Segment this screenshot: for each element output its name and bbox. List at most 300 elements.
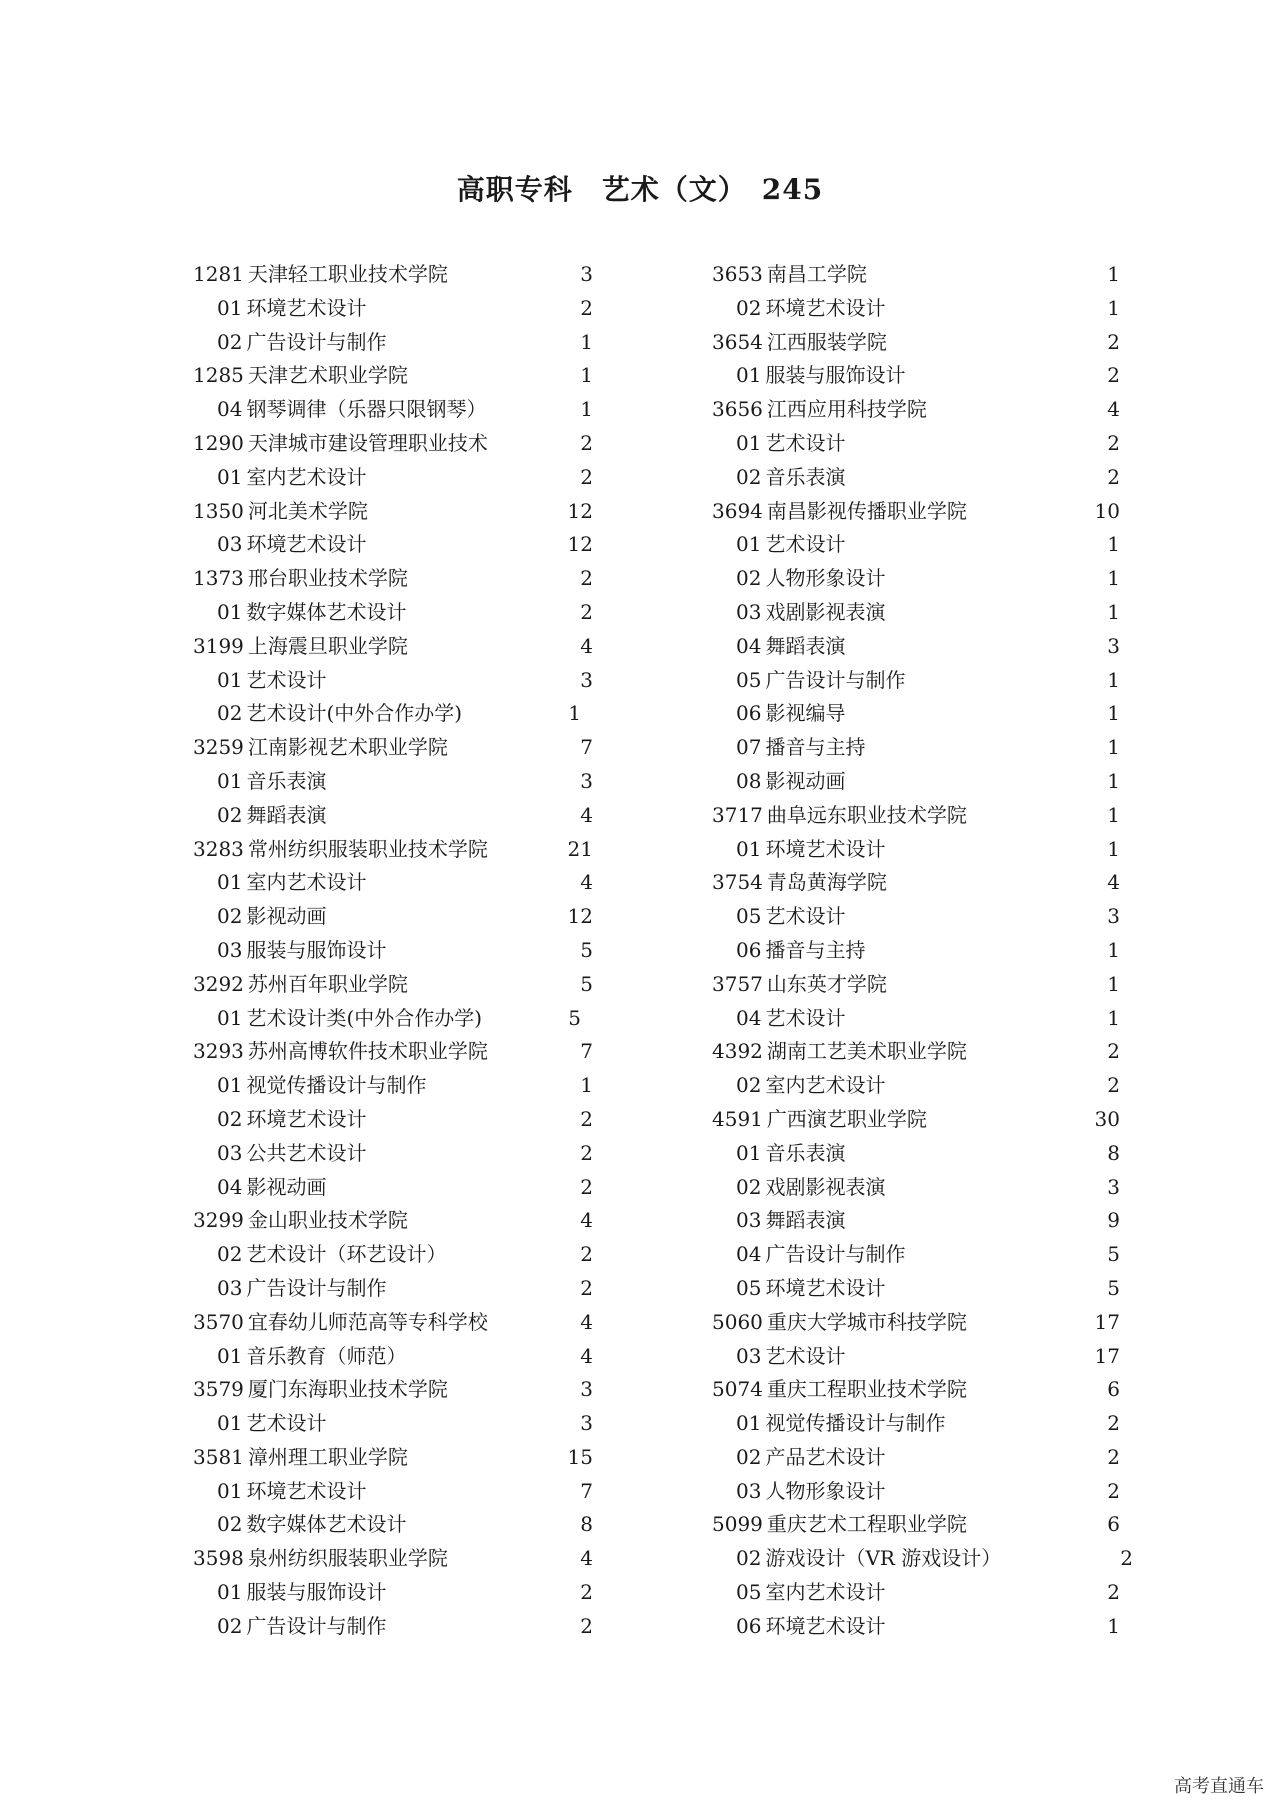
- major-row: [712, 630, 1120, 664]
- quota-count: 1: [1107, 262, 1120, 286]
- major-code: 03: [736, 599, 762, 624]
- school-name: 邢台职业技术学院: [247, 566, 408, 591]
- major-name: 服装与服饰设计: [765, 363, 906, 388]
- major-name: 产品艺术设计: [765, 1444, 886, 1469]
- school-row: [712, 968, 1120, 1002]
- quota-count: 2: [580, 599, 593, 624]
- school-name: 江西服装学院: [766, 329, 887, 354]
- school-row: [712, 326, 1120, 360]
- major-code: 03: [736, 1208, 762, 1233]
- quota-count: 9: [1107, 1208, 1120, 1233]
- major-name: 广告设计与制作: [246, 1613, 387, 1638]
- school-name: 漳州理工职业学院: [247, 1444, 408, 1469]
- major-row: [193, 1069, 593, 1103]
- quota-count: 4: [580, 1309, 593, 1334]
- school-code: 1285: [193, 363, 244, 388]
- school-row: [193, 427, 593, 461]
- major-name: 艺术设计类(中外合作办学): [246, 1005, 483, 1030]
- quota-count: 3: [580, 262, 593, 286]
- major-code: 02: [736, 1444, 762, 1469]
- major-row: [712, 1272, 1120, 1306]
- major-name: 环境艺术设计: [765, 1275, 886, 1300]
- major-code: 05: [736, 667, 762, 692]
- major-row: [712, 664, 1120, 698]
- quota-count: 21: [567, 836, 593, 861]
- school-name: 重庆大学城市科技学院: [766, 1309, 967, 1334]
- school-row: [193, 1542, 593, 1576]
- school-code: 3717: [712, 802, 763, 827]
- major-name: 视觉传播设计与制作: [246, 1073, 427, 1098]
- quota-count: 1: [580, 397, 593, 422]
- major-name: 艺术设计(中外合作办学): [246, 701, 463, 726]
- school-row: [193, 1441, 593, 1475]
- major-name: 舞蹈表演: [246, 802, 327, 827]
- quota-count: 3: [1107, 904, 1120, 929]
- school-name: 河北美术学院: [247, 498, 368, 523]
- quota-count: 1: [580, 1073, 593, 1098]
- major-code: 02: [217, 1106, 243, 1131]
- quota-count: 4: [1107, 397, 1120, 422]
- major-code: 01: [736, 1411, 762, 1436]
- school-name: 曲阜远东职业技术学院: [766, 802, 967, 827]
- major-row: [193, 393, 593, 427]
- quota-count: 2: [1107, 329, 1120, 354]
- major-code: 01: [736, 363, 762, 388]
- quota-count: 1: [1107, 1613, 1120, 1638]
- school-name: 厦门东海职业技术学院: [247, 1377, 448, 1402]
- school-code: 5074: [712, 1377, 763, 1402]
- major-name: 环境艺术设计: [765, 295, 886, 320]
- quota-count: 15: [567, 1444, 593, 1469]
- major-name: 音乐教育（师范）: [246, 1343, 407, 1368]
- quota-count: 30: [1094, 1106, 1120, 1131]
- quota-count: 5: [568, 1005, 581, 1030]
- major-row: [193, 596, 593, 630]
- school-code: 3598: [193, 1546, 244, 1571]
- major-row: [712, 1002, 1120, 1036]
- major-row: [712, 1171, 1120, 1205]
- major-name: 环境艺术设计: [246, 1106, 367, 1131]
- major-code: 03: [736, 1478, 762, 1503]
- school-name: 宜春幼儿师范高等专科学校: [247, 1309, 488, 1334]
- major-row: [193, 664, 593, 698]
- major-row: [193, 765, 593, 799]
- quota-count: 4: [580, 802, 593, 827]
- quota-count: 12: [567, 904, 593, 929]
- major-name: 戏剧影视表演: [765, 1174, 886, 1199]
- major-code: 02: [736, 1546, 762, 1571]
- school-row: [193, 258, 593, 292]
- major-name: 钢琴调律（乐器只限钢琴）: [246, 397, 487, 422]
- school-row: [193, 630, 593, 664]
- major-code: 02: [217, 802, 243, 827]
- major-name: 广告设计与制作: [765, 667, 906, 692]
- left-column: [193, 258, 593, 1644]
- major-name: 室内艺术设计: [246, 870, 367, 895]
- major-code: 02: [217, 1242, 243, 1267]
- school-name: 湖南工艺美术职业学院: [766, 1039, 967, 1064]
- school-row: [193, 833, 593, 867]
- school-name: 常州纺织服装职业技术学院: [247, 836, 488, 861]
- major-name: 广告设计与制作: [246, 329, 387, 354]
- major-code: 01: [736, 532, 762, 557]
- school-code: 5060: [712, 1309, 763, 1334]
- major-row: [193, 1508, 593, 1542]
- quota-count: 2: [1107, 1411, 1120, 1436]
- major-row: [193, 1610, 593, 1644]
- major-row: [712, 562, 1120, 596]
- major-name: 影视动画: [765, 768, 846, 793]
- quota-count: 6: [1107, 1512, 1120, 1537]
- school-code: 4392: [712, 1039, 763, 1064]
- quota-count: 1: [580, 363, 593, 388]
- school-code: 1373: [193, 566, 244, 591]
- school-code: 1290: [193, 430, 244, 455]
- major-code: 01: [217, 870, 243, 895]
- quota-count: 17: [1094, 1309, 1120, 1334]
- school-code: 3579: [193, 1377, 244, 1402]
- quota-count: 1: [1107, 802, 1120, 827]
- major-row: [712, 765, 1120, 799]
- school-row: [193, 1204, 593, 1238]
- quota-count: 1: [1107, 1005, 1120, 1030]
- major-name: 广告设计与制作: [246, 1275, 387, 1300]
- school-name: 苏州高博软件技术职业学院: [247, 1039, 488, 1064]
- school-row: [712, 866, 1120, 900]
- school-code: 3654: [712, 329, 763, 354]
- school-code: 3754: [712, 870, 763, 895]
- major-name: 公共艺术设计: [246, 1140, 367, 1165]
- quota-count: 2: [580, 566, 593, 591]
- major-name: 环境艺术设计: [765, 836, 886, 861]
- school-row: [712, 799, 1120, 833]
- major-name: 室内艺术设计: [765, 1580, 886, 1605]
- quota-count: 4: [580, 633, 593, 658]
- major-code: 03: [736, 1343, 762, 1368]
- quota-count: 2: [580, 1275, 593, 1300]
- school-row: [712, 393, 1120, 427]
- quota-count: 1: [1107, 599, 1120, 624]
- major-row: [193, 1340, 593, 1374]
- school-code: 3757: [712, 971, 763, 996]
- major-code: 03: [217, 937, 243, 962]
- major-code: 02: [217, 329, 243, 354]
- major-code: 01: [217, 1478, 243, 1503]
- school-code: 3299: [193, 1208, 244, 1233]
- major-row: [193, 1272, 593, 1306]
- major-code: 08: [736, 768, 762, 793]
- school-row: [712, 1306, 1120, 1340]
- major-row: [712, 697, 1120, 731]
- major-name: 音乐表演: [246, 768, 327, 793]
- quota-count: 2: [1107, 1444, 1120, 1469]
- school-name: 山东英才学院: [766, 971, 887, 996]
- major-code: 05: [736, 904, 762, 929]
- school-row: [712, 1035, 1120, 1069]
- school-name: 江南影视艺术职业学院: [247, 735, 448, 760]
- major-code: 04: [736, 1242, 762, 1267]
- school-name: 上海震旦职业学院: [247, 633, 408, 658]
- major-name: 广告设计与制作: [765, 1242, 906, 1267]
- major-row: [712, 596, 1120, 630]
- major-code: 02: [217, 904, 243, 929]
- school-name: 天津轻工职业技术学院: [247, 262, 448, 286]
- quota-count: 8: [1107, 1140, 1120, 1165]
- school-code: 3283: [193, 836, 244, 861]
- major-row: [712, 359, 1120, 393]
- major-row: [712, 1340, 1120, 1374]
- quota-count: 2: [580, 430, 593, 455]
- major-row: [193, 1171, 593, 1205]
- school-code: 1281: [193, 262, 244, 286]
- major-row: [712, 1441, 1120, 1475]
- major-code: 05: [736, 1275, 762, 1300]
- major-row: [193, 1407, 593, 1441]
- major-name: 服装与服饰设计: [246, 1580, 387, 1605]
- major-code: 06: [736, 701, 762, 726]
- right-column: [712, 258, 1133, 1644]
- quota-count: 1: [1107, 566, 1120, 591]
- major-row: [193, 1238, 593, 1272]
- school-name: 重庆工程职业技术学院: [766, 1377, 967, 1402]
- quota-count: 5: [1107, 1242, 1120, 1267]
- school-code: 3292: [193, 971, 244, 996]
- major-row: [712, 528, 1120, 562]
- major-row: [193, 1137, 593, 1171]
- major-row: [193, 292, 593, 326]
- major-row: [712, 1238, 1120, 1272]
- watermark: 高考直通车: [1174, 1776, 1264, 1797]
- major-row: [712, 427, 1120, 461]
- school-code: 3199: [193, 633, 244, 658]
- quota-count: 2: [1107, 363, 1120, 388]
- major-name: 艺术设计: [765, 532, 846, 557]
- major-name: 艺术设计（环艺设计）: [246, 1242, 447, 1267]
- quota-count: 1: [1107, 836, 1120, 861]
- major-name: 艺术设计: [765, 1343, 846, 1368]
- school-code: 4591: [712, 1106, 763, 1131]
- major-row: [193, 1103, 593, 1137]
- major-name: 艺术设计: [765, 430, 846, 455]
- quota-count: 5: [580, 937, 593, 962]
- quota-count: 7: [580, 1039, 593, 1064]
- quota-count: 2: [1107, 1580, 1120, 1605]
- major-code: 01: [217, 599, 243, 624]
- quota-count: 2: [1107, 464, 1120, 489]
- major-name: 播音与主持: [765, 937, 866, 962]
- major-code: 01: [217, 1411, 243, 1436]
- quota-count: 5: [1107, 1275, 1120, 1300]
- major-row: [712, 833, 1120, 867]
- major-name: 室内艺术设计: [246, 464, 367, 489]
- quota-count: 1: [1107, 667, 1120, 692]
- quota-count: 4: [580, 1208, 593, 1233]
- quota-count: 2: [580, 1174, 593, 1199]
- major-row: [712, 461, 1120, 495]
- quota-count: 1: [1107, 768, 1120, 793]
- quota-count: 2: [580, 464, 593, 489]
- major-row: [712, 1407, 1120, 1441]
- major-name: 艺术设计: [246, 667, 327, 692]
- major-name: 戏剧影视表演: [765, 599, 886, 624]
- major-row: [193, 326, 593, 360]
- major-name: 视觉传播设计与制作: [765, 1411, 946, 1436]
- school-code: 3656: [712, 397, 763, 422]
- major-code: 06: [736, 937, 762, 962]
- major-row: [193, 900, 593, 934]
- major-code: 05: [736, 1580, 762, 1605]
- quota-count: 3: [1107, 633, 1120, 658]
- school-row: [193, 359, 593, 393]
- school-row: [193, 1373, 593, 1407]
- quota-count: 3: [580, 768, 593, 793]
- school-row: [193, 1035, 593, 1069]
- quota-count: 8: [580, 1512, 593, 1537]
- major-row: [193, 1475, 593, 1509]
- quota-count: 10: [1094, 498, 1120, 523]
- major-name: 艺术设计: [765, 904, 846, 929]
- major-code: 04: [217, 1174, 243, 1199]
- school-code: 3570: [193, 1309, 244, 1334]
- quota-count: 4: [580, 870, 593, 895]
- major-row: [712, 292, 1120, 326]
- major-code: 03: [217, 1275, 243, 1300]
- school-code: 1350: [193, 498, 244, 523]
- school-code: 3259: [193, 735, 244, 760]
- major-row: [712, 1475, 1120, 1509]
- major-name: 音乐表演: [765, 1140, 846, 1165]
- major-code: 02: [736, 1073, 762, 1098]
- major-row: [712, 731, 1120, 765]
- major-name: 影视动画: [246, 904, 327, 929]
- quota-count: 1: [580, 329, 593, 354]
- major-code: 01: [736, 1140, 762, 1165]
- quota-count: 3: [580, 1411, 593, 1436]
- major-name: 舞蹈表演: [765, 1208, 846, 1233]
- school-row: [712, 1508, 1120, 1542]
- major-code: 04: [736, 633, 762, 658]
- major-row: [712, 1610, 1120, 1644]
- quota-count: 3: [580, 667, 593, 692]
- school-row: [193, 1306, 593, 1340]
- school-name: 天津城市建设管理职业技术: [247, 430, 488, 455]
- quota-count: 1: [1107, 735, 1120, 760]
- school-row: [193, 731, 593, 765]
- major-name: 环境艺术设计: [246, 295, 367, 320]
- major-name: 影视动画: [246, 1174, 327, 1199]
- major-row: [193, 799, 593, 833]
- major-row: [712, 1576, 1120, 1610]
- major-code: 02: [736, 1174, 762, 1199]
- major-row: [193, 528, 593, 562]
- major-name: 服装与服饰设计: [246, 937, 387, 962]
- school-name: 苏州百年职业学院: [247, 971, 408, 996]
- school-row: [193, 562, 593, 596]
- major-code: 03: [217, 1140, 243, 1165]
- major-row: [193, 866, 593, 900]
- quota-count: 3: [580, 1377, 593, 1402]
- quota-count: 1: [1107, 937, 1120, 962]
- quota-count: 1: [1107, 295, 1120, 320]
- major-row: [193, 697, 593, 731]
- quota-count: 2: [580, 1242, 593, 1267]
- major-name: 数字媒体艺术设计: [246, 599, 407, 624]
- major-code: 01: [217, 1005, 243, 1030]
- major-name: 舞蹈表演: [765, 633, 846, 658]
- major-row: [193, 461, 593, 495]
- quota-count: 7: [580, 1478, 593, 1503]
- school-row: [193, 968, 593, 1002]
- school-row: [193, 495, 593, 529]
- major-code: 01: [217, 768, 243, 793]
- quota-count: 2: [580, 1613, 593, 1638]
- school-row: [712, 1103, 1120, 1137]
- quota-count: 2: [580, 1106, 593, 1131]
- quota-count: 2: [580, 1580, 593, 1605]
- major-name: 室内艺术设计: [765, 1073, 886, 1098]
- major-code: 01: [217, 1073, 243, 1098]
- major-row: [712, 1204, 1120, 1238]
- quota-count: 2: [1107, 1478, 1120, 1503]
- major-name: 数字媒体艺术设计: [246, 1512, 407, 1537]
- quota-count: 1: [568, 701, 581, 726]
- quota-count: 1: [1107, 971, 1120, 996]
- major-name: 人物形象设计: [765, 1478, 886, 1503]
- school-name: 青岛黄海学院: [766, 870, 887, 895]
- school-name: 金山职业技术学院: [247, 1208, 408, 1233]
- major-row: [712, 934, 1120, 968]
- school-code: 3581: [193, 1444, 244, 1469]
- quota-count: 2: [1107, 1073, 1120, 1098]
- school-row: [712, 1373, 1120, 1407]
- major-row: [712, 1137, 1120, 1171]
- school-name: 江西应用科技学院: [766, 397, 927, 422]
- quota-count: 12: [567, 532, 593, 557]
- quota-count: 6: [1107, 1377, 1120, 1402]
- school-code: 3694: [712, 498, 763, 523]
- quota-count: 2: [580, 1140, 593, 1165]
- major-row: [193, 934, 593, 968]
- quota-count: 2: [580, 295, 593, 320]
- major-code: 01: [217, 667, 243, 692]
- school-row: [712, 258, 1120, 292]
- quota-count: 4: [1107, 870, 1120, 895]
- school-name: 天津艺术职业学院: [247, 363, 408, 388]
- major-name: 播音与主持: [765, 735, 866, 760]
- school-name: 广西演艺职业学院: [766, 1106, 927, 1131]
- quota-count: 2: [1107, 1039, 1120, 1064]
- quota-count: 5: [580, 971, 593, 996]
- quota-count: 3: [1107, 1174, 1120, 1199]
- school-name: 南昌影视传播职业学院: [766, 498, 967, 523]
- major-name: 环境艺术设计: [246, 532, 367, 557]
- major-code: 01: [736, 430, 762, 455]
- quota-count: 12: [567, 498, 593, 523]
- quota-count: 4: [580, 1546, 593, 1571]
- school-code: 5099: [712, 1512, 763, 1537]
- major-row: [712, 1542, 1133, 1576]
- major-name: 环境艺术设计: [246, 1478, 367, 1503]
- major-name: 环境艺术设计: [765, 1613, 886, 1638]
- quota-count: 4: [580, 1343, 593, 1368]
- major-code: 01: [217, 464, 243, 489]
- major-name: 游戏设计（VR 游戏设计）: [765, 1546, 1002, 1571]
- major-code: 02: [736, 295, 762, 320]
- major-code: 01: [217, 295, 243, 320]
- major-row: [712, 900, 1120, 934]
- major-code: 02: [736, 464, 762, 489]
- major-name: 艺术设计: [765, 1005, 846, 1030]
